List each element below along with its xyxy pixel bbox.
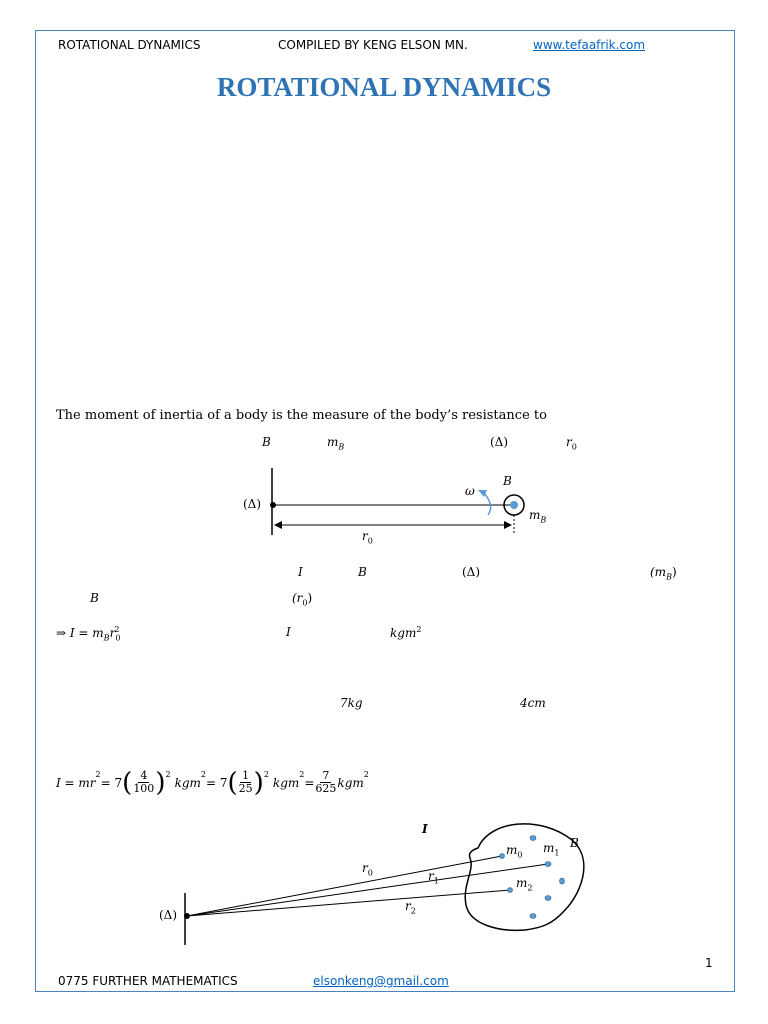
diagram2-i: I (422, 822, 428, 836)
header-website-link[interactable]: www.tefaafrik.com (533, 38, 646, 52)
page-title: ROTATIONAL DYNAMICS (216, 72, 552, 102)
diagram1-r0: $r_0$ (362, 529, 373, 546)
calculation-line: I = mr $^2$ = 7 ( $\frac{4}{100}$ ) $^2$ kgm $^2$ = 7 ( $\frac{1}{25}$ ) $^2$ kgm $^2$ = $\frac{7}{625}$ kgm $^2$ (56, 767, 369, 798)
symbol-axis: (Δ) (490, 435, 509, 449)
diagram2-m2: $m_2$ (516, 876, 533, 893)
footer-course: 0775 FURTHER MATHEMATICS (58, 974, 238, 988)
symbol-r0: $r_0$ (566, 435, 577, 452)
row2-i: I (298, 565, 303, 579)
moment-formula: ⇒ $I = m_Br_0^2$ (56, 625, 121, 643)
diagram2-b: B (570, 836, 579, 850)
diagram1-mb: $m_B$ (529, 508, 547, 525)
diagram1-omega: ω (465, 484, 475, 498)
formula-i: I (286, 625, 291, 639)
intro-sentence: The moment of inertia of a body is the measure of the body’s resistance to (56, 408, 547, 423)
value-radius: 4cm (520, 696, 546, 710)
row2-mb: $(m_B)$ (650, 565, 677, 582)
row3-b: B (90, 591, 99, 605)
header-subject: ROTATIONAL DYNAMICS (58, 38, 201, 52)
page-number: 1 (705, 956, 713, 970)
diagram2-m1: $m_1$ (543, 841, 560, 858)
diagram2-r2: $r_2$ (405, 899, 416, 916)
diagram2-r0: $r_0$ (362, 861, 373, 878)
diagram2-m0: $m_0$ (506, 843, 523, 860)
diagram2-r1: $r_1$ (428, 869, 439, 886)
symbol-b: B (262, 435, 271, 449)
diagram2-axis-label: (Δ) (159, 908, 178, 922)
formula-unit: kgm$^2$ (390, 625, 422, 640)
row2-b: B (358, 565, 367, 579)
value-mass: 7kg (340, 696, 363, 710)
diagram1-b: B (503, 474, 512, 488)
header-compiler: COMPILED BY KENG ELSON MN. (278, 38, 468, 52)
row2-axis: (Δ) (462, 565, 481, 579)
footer-email-link[interactable]: elsonkeng@gmail.com (313, 974, 449, 988)
diagram1-axis-label: (Δ) (243, 497, 262, 511)
row3-r0: $(r_0)$ (292, 591, 313, 608)
symbol-mb: $m_B$ (327, 435, 345, 452)
